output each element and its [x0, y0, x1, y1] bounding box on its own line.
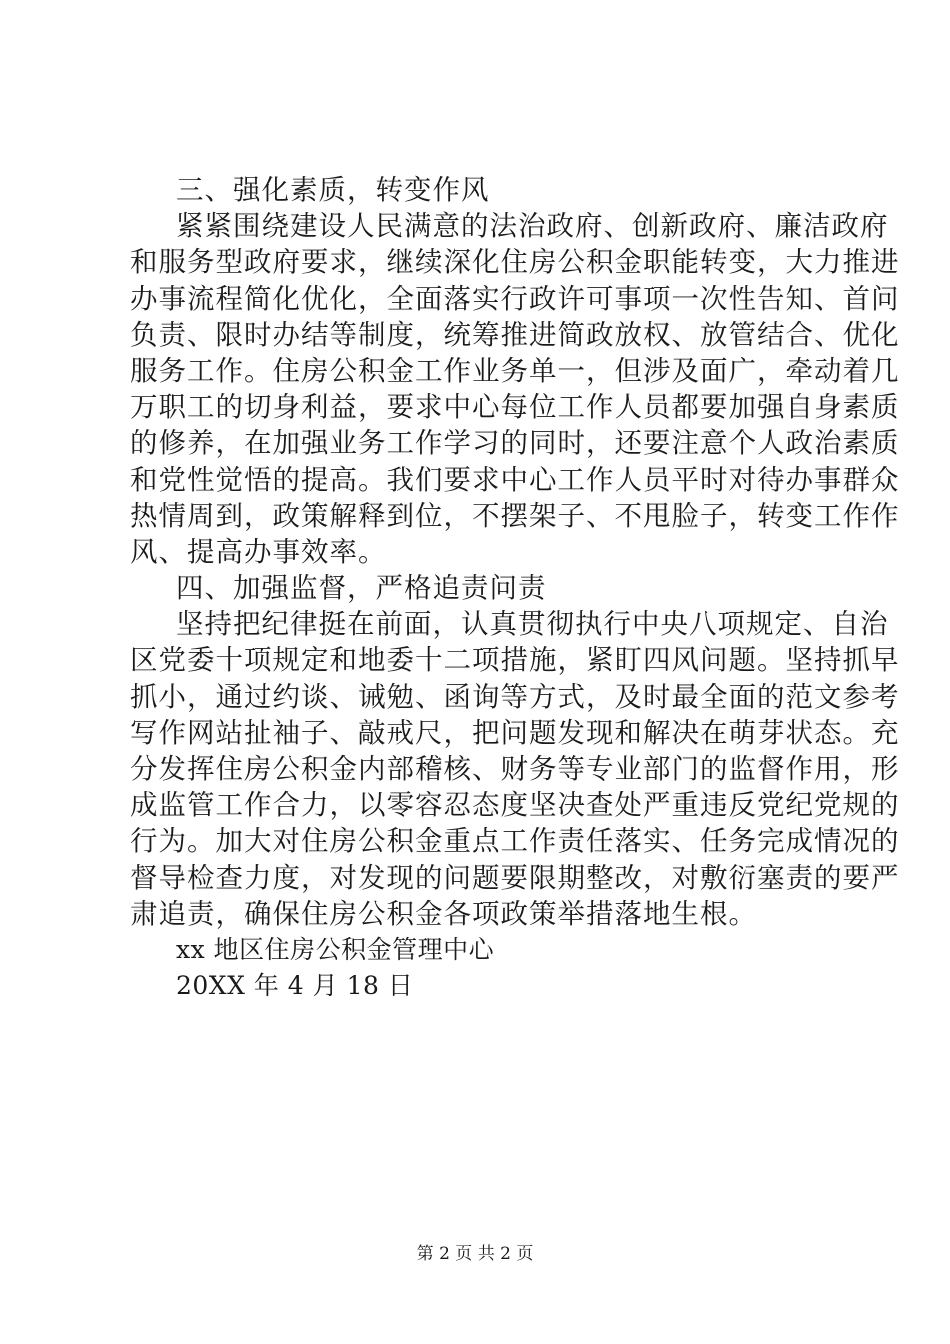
paragraph-line: 抓小，通过约谈、诫勉、函询等方式，及时最全面的范文参考 [130, 680, 900, 713]
paragraph-line: 和服务型政府要求，继续深化住房公积金职能转变，大力推进 [130, 246, 900, 279]
paragraph-line: 分发挥住房公积金内部稽核、财务等专业部门的监督作用，形 [130, 753, 900, 785]
paragraph-line: 风、提高办事效率。 [130, 535, 387, 568]
signature-organization: xx 地区住房公积金管理中心 [176, 934, 495, 964]
paragraph-line: 的修养，在加强业务工作学习的同时，还要注意个人政治素质 [130, 427, 900, 460]
paragraph-line: 督导检查力度，对发现的问题要限期整改，对敷衍塞责的要严 [130, 861, 900, 894]
paragraph-line: 万职工的切身利益，要求中心每位工作人员都要加强自身素质 [130, 391, 900, 424]
paragraph-line: 行为。加大对住房公积金重点工作责任落实、任务完成情况的 [130, 825, 900, 858]
section-heading-3: 三、强化素质，转变作风 [176, 174, 490, 206]
document-body [130, 172, 900, 1004]
paragraph-line: 办事流程简化优化，全面落实行政许可事项一次性告知、首问 [130, 282, 900, 315]
paragraph-line: 成监管工作合力，以零容忍态度坚决查处严重违反党纪党规的 [130, 789, 900, 822]
paragraph-line: 负责、限时办结等制度，统筹推进简政放权、放管结合、优化 [130, 318, 900, 351]
section-heading-4: 四、加强监督，严格追责问责 [176, 572, 547, 605]
signature-date: 20XX 年 4 月 18 日 [176, 971, 414, 1001]
paragraph-line: 服务工作。住房公积金工作业务单一，但涉及面广，牵动着几 [130, 354, 900, 387]
paragraph-line: 热情周到，政策解释到位，不摆架子、不甩脸子，转变工作作 [130, 499, 900, 532]
paragraph-line: 区党委十项规定和地委十二项措施，紧盯四风问题。坚持抓早 [130, 644, 900, 677]
paragraph-line: 肃追责，确保住房公积金各项政策举措落地生根。 [130, 897, 757, 930]
paragraph-line: 坚持把纪律挺在前面，认真贯彻执行中央八项规定、自治 [176, 608, 889, 641]
page-number-footer: 第 2 页 共 2 页 [416, 1244, 534, 1264]
paragraph-line: 写作网站扯袖子、敲戒尺，把问题发现和解决在萌芽状态。充 [130, 716, 900, 749]
paragraph-line: 和党性觉悟的提高。我们要求中心工作人员平时对待办事群众 [130, 463, 900, 496]
paragraph-line: 紧紧围绕建设人民满意的法治政府、创新政府、廉洁政府 [176, 210, 889, 243]
